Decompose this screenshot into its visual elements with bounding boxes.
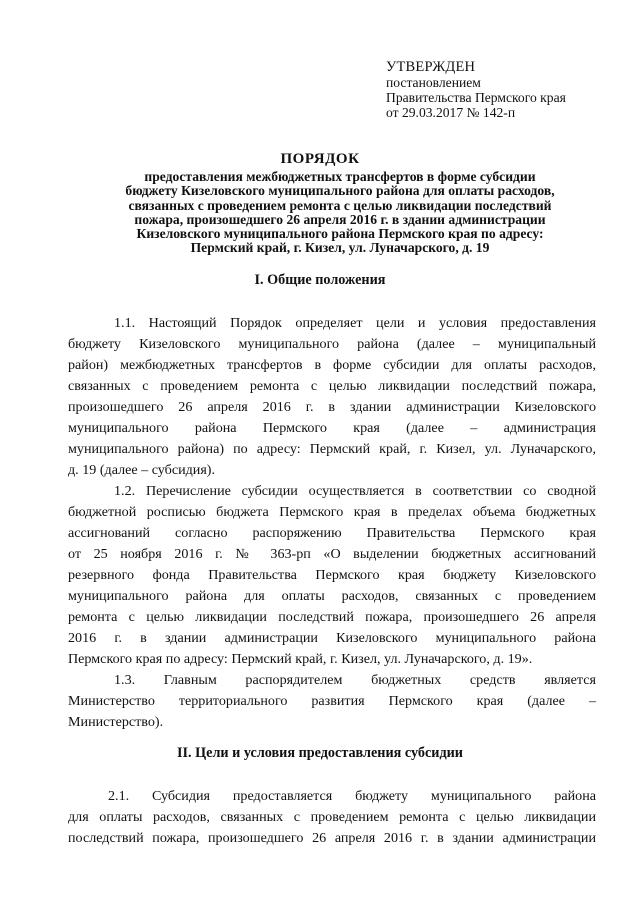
approval-heading: УТВЕРЖДЕН bbox=[386, 59, 476, 75]
paragraph-1-2 bbox=[68, 481, 596, 670]
section-heading-2: II. Цели и условия предоставления субсидии bbox=[177, 745, 463, 761]
paragraph-line: 1.2. Перечисление субсидии осуществляется в соответствии со сводной bbox=[114, 483, 596, 499]
paragraph-line: произошедшего 26 апреля 2016 г. в здании администрации Кизеловского bbox=[68, 399, 596, 415]
section-heading-1: I. Общие положения bbox=[254, 272, 386, 288]
document-title: ПОРЯДОК bbox=[280, 151, 360, 167]
subtitle-line: связанных с проведением ремонта с целью ликвидации последствий bbox=[128, 197, 552, 213]
paragraph-line: муниципального района Пермского края (далее – администрация bbox=[68, 420, 596, 436]
paragraph-line: 2016 г. в здании администрации Кизеловского муниципального района bbox=[68, 630, 596, 646]
subtitle-line: Пермский край, г. Кизел, ул. Луначарского, д. 19 bbox=[190, 240, 490, 256]
approval-line: от 29.03.2017 № 142-п bbox=[386, 105, 516, 120]
paragraph-line: Пермского края по адресу: Пермский край, г. Кизел, ул. Луначарского, д. 19». bbox=[68, 651, 533, 667]
paragraph-line: бюджетной росписью бюджета Пермского края в пределах объема бюджетных bbox=[68, 504, 596, 520]
paragraph-line: ремонта с целью ликвидации последствий пожара, произошедшего 26 апреля bbox=[68, 609, 596, 625]
approval-line: постановлением bbox=[386, 75, 481, 90]
paragraph-line: район) межбюджетных трансфертов в форме субсидии для оплаты расходов, bbox=[68, 357, 596, 373]
paragraph-line: муниципального района) по адресу: Пермский край, г. Кизел, ул. Луначарского, bbox=[68, 441, 596, 457]
subtitle-line: пожара, произошедшего 26 апреля 2016 г. в здании администрации bbox=[134, 211, 546, 227]
paragraph-line: 1.3. Главным распорядителем бюджетных средств является bbox=[114, 672, 596, 688]
subtitle-line: бюджету Кизеловского муниципального района для оплаты расходов, bbox=[125, 183, 555, 199]
paragraph-line: д. 19 (далее – субсидия). bbox=[68, 462, 216, 478]
paragraph-line: резервного фонда Правительства Пермского края бюджету Кизеловского bbox=[68, 567, 596, 583]
paragraph-line: от 25 ноября 2016 г. № 363-рп «О выделении бюджетных ассигнований bbox=[68, 546, 596, 562]
paragraph-line: Министерство территориального развития Пермского края (далее – bbox=[68, 693, 596, 709]
paragraph-line: ассигнований согласно распоряжению Правительства Пермского края bbox=[68, 525, 596, 541]
subtitle-line: Кизеловского муниципального района Пермского края по адресу: bbox=[136, 226, 544, 242]
approval-line: Правительства Пермского края bbox=[386, 90, 566, 105]
paragraph-line: муниципального района для оплаты расходов, связанных с проведением bbox=[68, 588, 596, 604]
paragraph-line: Министерство). bbox=[68, 714, 164, 730]
subtitle-line: предоставления межбюджетных трансфертов в форме субсидии bbox=[144, 169, 536, 184]
paragraph-line: для оплаты расходов, связанных с проведением ремонта с целью ликвидации bbox=[68, 809, 596, 825]
document-subtitle bbox=[70, 170, 610, 256]
paragraph-line: 1.1. Настоящий Порядок определяет цели и условия предоставления bbox=[114, 315, 596, 331]
paragraph-line: бюджету Кизеловского муниципального района (далее – муниципальный bbox=[68, 336, 596, 352]
paragraph-line: связанных с проведением ремонта с целью ликвидации последствий пожара, bbox=[68, 378, 596, 394]
paragraph-line: последствий пожара, произошедшего 26 апреля 2016 г. в здании администрации bbox=[68, 830, 596, 846]
paragraph-1-1 bbox=[68, 313, 596, 481]
paragraph-line: 2.1. Субсидия предоставляется бюджету муниципального района bbox=[108, 788, 596, 804]
approval-stamp bbox=[386, 60, 626, 120]
paragraph-2-1 bbox=[68, 786, 596, 849]
paragraph-1-3 bbox=[68, 670, 596, 733]
